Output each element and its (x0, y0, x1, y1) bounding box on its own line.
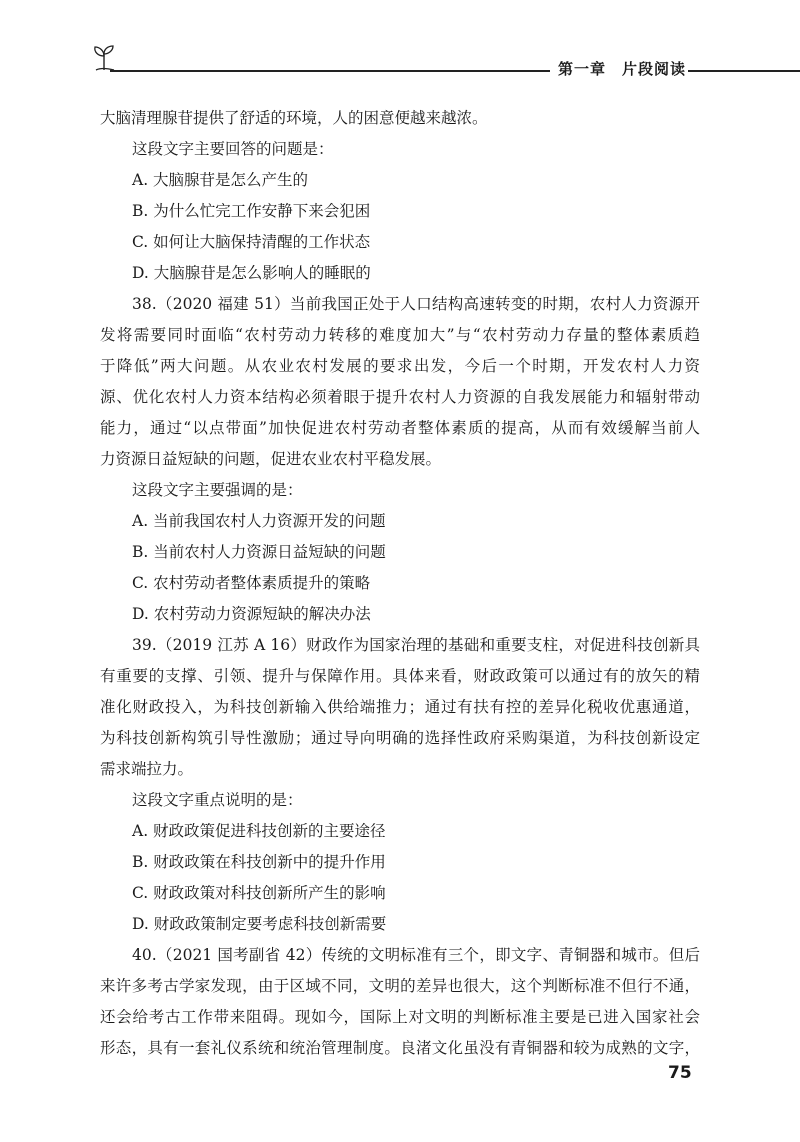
question-line: 为科技创新构筑引导性激励；通过导向明确的选择性政府采购渠道，为科技创新设定 (100, 729, 700, 747)
chapter-number: 第一章 (558, 60, 607, 78)
chapter-title: 片段阅读 (622, 60, 687, 78)
answer-option: D. 大脑腺苷是怎么影响人的睡眠的 (132, 264, 371, 282)
question-prompt: 这段文字主要回答的问题是： (132, 140, 334, 158)
answer-option: C. 财政政策对科技创新所产生的影响 (132, 884, 386, 902)
header-rule-left (110, 70, 550, 72)
answer-option: C. 农村劳动者整体素质提升的策略 (132, 574, 371, 592)
chapter-heading (558, 58, 686, 79)
question-prompt: 这段文字重点说明的是： (132, 791, 303, 809)
answer-option: B. 为什么忙完工作安静下来会犯困 (132, 202, 371, 220)
question-line: 40.（2021 国考副省 42）传统的文明标准有三个，即文字、青铜器和城市。但后 (132, 946, 700, 964)
paragraph-line: 大脑清理腺苷提供了舒适的环境，人的困意便越来越浓。 (100, 109, 488, 127)
answer-option: D. 财政政策制定要考虑科技创新需要 (132, 915, 387, 933)
header-rule-right (688, 70, 800, 72)
answer-option: B. 财政政策在科技创新中的提升作用 (132, 853, 386, 871)
question-prompt: 这段文字主要强调的是： (132, 481, 303, 499)
sprout-icon (92, 44, 116, 72)
answer-option: A. 当前我国农村人力资源开发的问题 (132, 512, 386, 530)
question-line: 力资源日益短缺的问题，促进农业农村平稳发展。 (100, 450, 442, 468)
question-line: 需求端拉力。 (100, 760, 194, 778)
question-line: 39.（2019 江苏 A 16）财政作为国家治理的基础和重要支柱，对促进科技创新具 (132, 636, 700, 654)
question-line: 源、优化农村人力资本结构必须着眼于提升农村人力资源的自我发展能力和辐射带动 (100, 388, 700, 406)
page-body (100, 103, 700, 1064)
question-line: 形态，具有一套礼仪系统和统治管理制度。良渚文化虽没有青铜器和较为成熟的文字， (100, 1039, 700, 1057)
question-line: 发将需要同时面临“农村劳动力转移的难度加大”与“农村劳动力存量的整体素质趋 (100, 326, 700, 344)
answer-option: C. 如何让大脑保持清醒的工作状态 (132, 233, 371, 251)
answer-option: B. 当前农村人力资源日益短缺的问题 (132, 543, 386, 561)
running-header (88, 44, 800, 84)
question-line: 能力，通过“以点带面”加快促进农村劳动者整体素质的提高，从而有效缓解当前人 (100, 419, 700, 437)
page-number: 75 (668, 1063, 692, 1083)
answer-option: A. 大脑腺苷是怎么产生的 (132, 171, 309, 189)
question-line: 准化财政投入，为科技创新输入供给端推力；通过有扶有控的差异化税收优惠通道， (100, 698, 700, 716)
question-line: 有重要的支撑、引领、提升与保障作用。具体来看，财政政策可以通过有的放矢的精 (100, 667, 700, 685)
question-line: 38.（2020 福建 51）当前我国正处于人口结构高速转变的时期，农村人力资源开 (132, 295, 700, 313)
question-line: 于降低”两大问题。从农业农村发展的要求出发，今后一个时期，开发农村人力资 (100, 357, 700, 375)
answer-option: A. 财政政策促进科技创新的主要途径 (132, 822, 386, 840)
question-line: 还会给考古工作带来阻碍。现如今，国际上对文明的判断标准主要是已进入国家社会 (100, 1008, 700, 1026)
question-line: 来许多考古学家发现，由于区域不同，文明的差异也很大，这个判断标准不但行不通， (100, 977, 700, 995)
answer-option: D. 农村劳动力资源短缺的解决办法 (132, 605, 371, 623)
